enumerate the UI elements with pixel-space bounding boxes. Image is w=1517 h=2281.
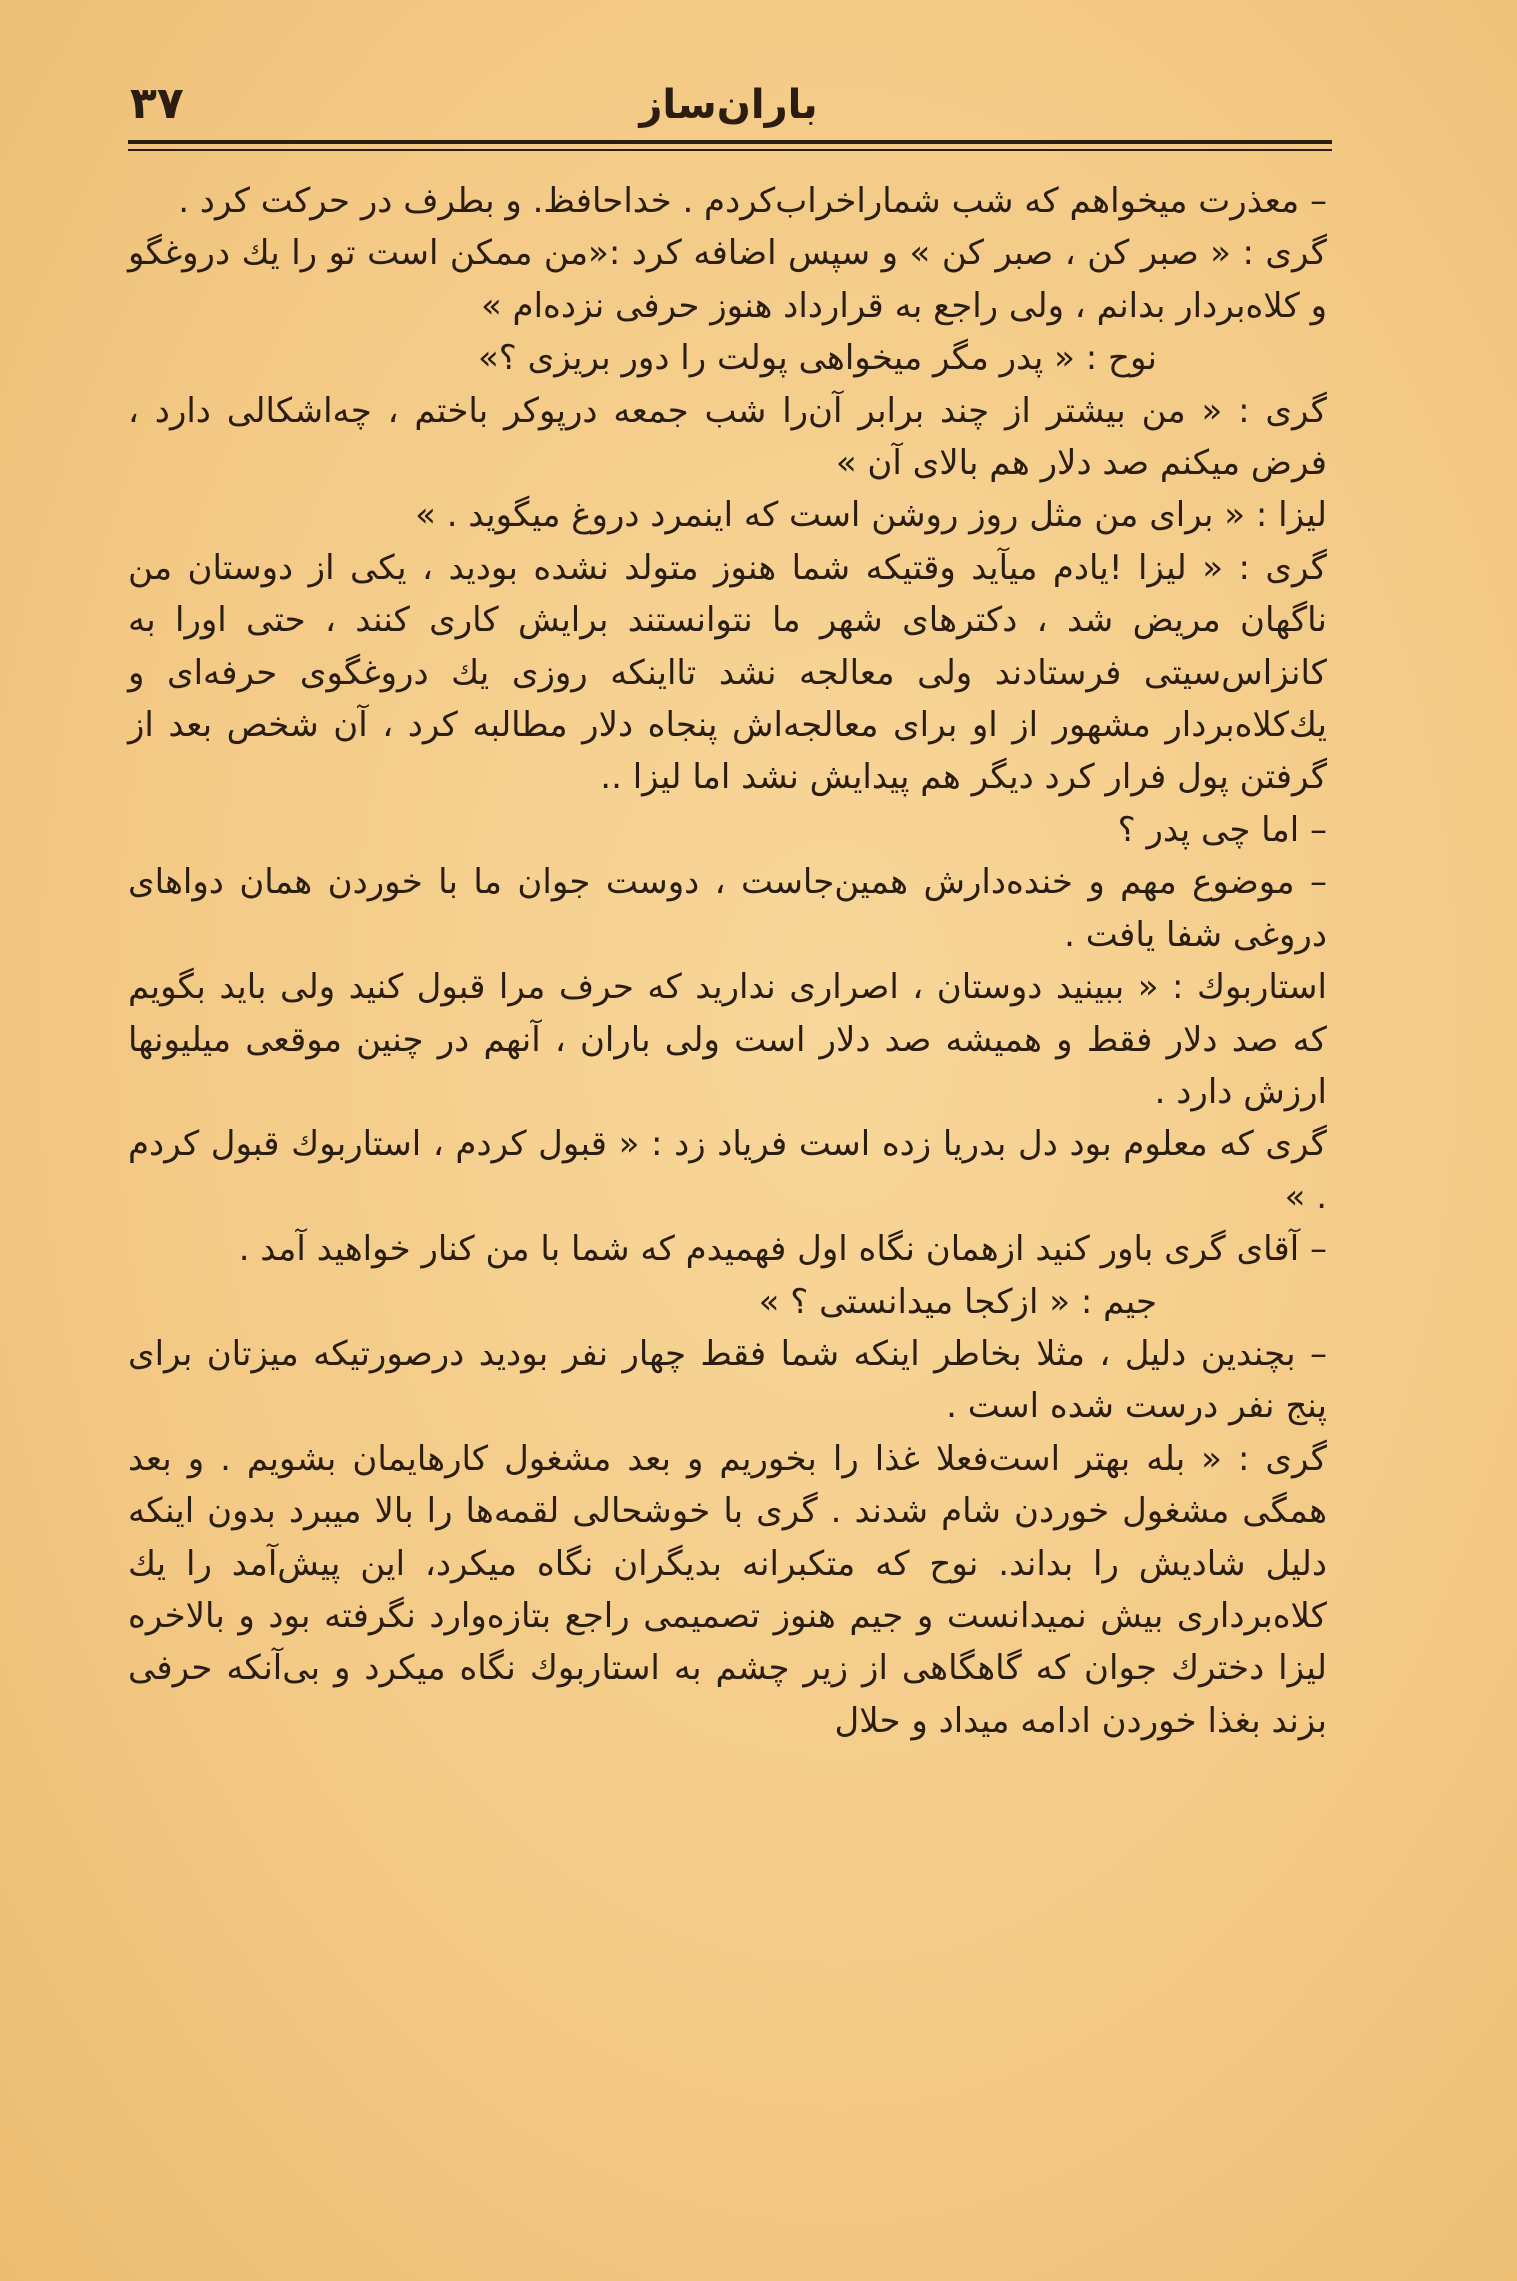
paragraph: جیم : « ازکجا میدانستی ؟ » [758, 1281, 1157, 1322]
page-header [130, 70, 1327, 140]
paragraph: گری که معلوم بود دل بدریا زده است فریاد زد : « قبول کردم ، استاربوك قبول کردم . » [128, 1124, 1327, 1217]
paragraph: گری : « بله بهتر است‌فعلا غذا را بخوریم و بعد مشغول کارهایمان بشویم . و بعد همگی مشغول خوردن شام شدند . گری با خوشحالی لقمه‌ها را بالا میبرد بدون اینکه دلیل شادیش را بداند. نوح که متکبرانه بدیگران نگاه میکرد، این پیش‌آمد را یك کلاه‌برداری بیش نمیدانست و جیم هنوز تصمیمی راجع بتازه‌وارد نگرفته بود و بالاخره لیزا دخترك جوان که گاهگاهی از زیر چشم به استاربوك نگاه میکرد و بی‌آنکه حرفی بزند بغذا خوردن ادامه میداد و حلال [128, 1438, 1327, 1741]
paragraph: – آقای گری باور کنید ازهمان نگاه اول فهمیدم که شما با من کنار خواهید آمد . [238, 1229, 1327, 1270]
paragraph: – اما چی پدر ؟ [1117, 809, 1327, 850]
page-body [128, 175, 1327, 2241]
paragraph: گری : « صبر کن ، صبر کن » و سپس اضافه کرد :«من ممکن است تو را یك دروغگو و کلاه‌بردار بدانم ، ولی راجع به قرارداد هنوز حرفی نزده‌ام » [128, 233, 1327, 326]
paragraph: نوح : « پدر مگر میخواهی پولت را دور بریزی ؟» [477, 338, 1157, 379]
book-title: باران‌ساز [639, 82, 818, 128]
paragraph: لیزا : « برای من مثل روز روشن است که اینمرد دروغ میگوید . » [415, 495, 1327, 536]
paragraph: گری : « لیزا !یادم میآید وقتیکه شما هنوز متولد نشده بودید ، یکی از دوستان من ناگهان مریض شد ، دکترهای شهر ما نتوانستند برایش کاری کنند ، حتی اورا به کانزاس‌سیتی فرستادند ولی معالجه نشد تااینکه روزی یك دروغگوی حرفه‌ای و یك‌کلاه‌بردار مشهور از او برای معالجه‌اش پنجاه دلار مطالبه کرد ، آن شخص بعد از گرفتن پول فرار کرد دیگر هم پیدایش نشد اما لیزا .. [128, 547, 1327, 798]
header-rule [128, 140, 1332, 151]
paragraph: – موضوع مهم و خنده‌دارش همین‌جاست ، دوست جوان ما با خوردن همان دواهای دروغی شفا یافت . [128, 862, 1327, 955]
paragraph: استاربوك : « ببینید دوستان ، اصراری ندارید که حرف مرا قبول کنید ولی باید بگویم که صد دلار فقط و همیشه صد دلار است ولی باران ، آنهم در چنین موقعی میلیونها ارزش دارد . [128, 967, 1327, 1112]
page-number: ۳۷ [130, 78, 184, 129]
paragraph: – معذرت میخواهم که شب شمارا‌خراب‌کردم . خداحافظ. و بطرف در حرکت کرد . [178, 181, 1327, 221]
paragraph: گری : « من بیشتر از چند برابر آن‌را شب جمعه درپوکر باختم ، چه‌اشکالی دارد ، فرض میکنم صد دلار هم بالای آن » [128, 390, 1327, 484]
paragraph: – بچندین دلیل ، مثلا بخاطر اینکه شما فقط چهار نفر بودید درصورتیکه میزتان برای پنج نفر درست شده است . [128, 1333, 1327, 1427]
